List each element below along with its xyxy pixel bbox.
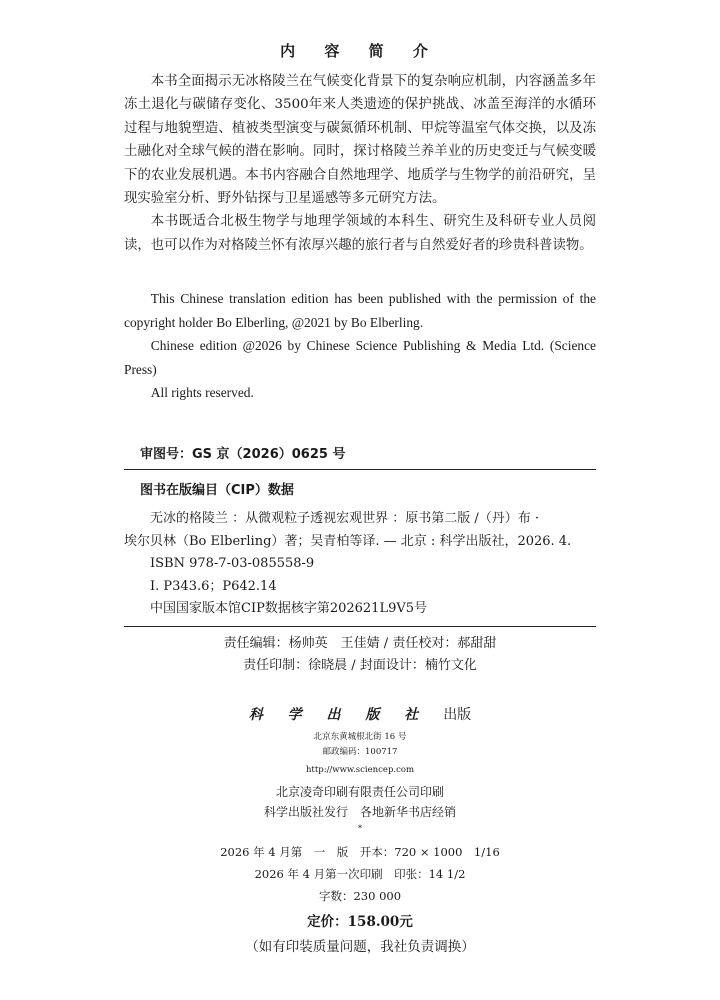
editorial-credits — [0, 633, 720, 677]
map-review-number: 审图号：GS 京（2026）0625 号 — [140, 447, 346, 462]
copyright-statement — [124, 287, 596, 405]
cip-line-isbn: ISBN 978-7-03-085558-9 — [150, 556, 315, 571]
cip-data — [124, 508, 596, 621]
distribution-info: 科学出版社发行 各地新华书店经销 — [263, 805, 456, 819]
word-count: 字数：230 000 — [318, 889, 402, 903]
cip-line-1: 无冰的格陵兰 ：从微观粒子透视宏观世界 ：原书第二版 /（丹）布 · — [150, 511, 540, 526]
cip-line-2: 埃尔贝林（Bo Elberling）著；吴青柏等译. — 北京 : 科学出版社，2026. 4. — [124, 533, 572, 549]
printer-info: 北京凌奇印刷有限责任公司印刷 — [275, 785, 444, 799]
publisher-website: http://www.sciencep.com — [305, 765, 415, 775]
editors-line-2: 责任印制：徐晓晨 / 封面设计：楠竹文化 — [243, 658, 477, 673]
page-title: 内 容 简 介 — [280, 42, 440, 60]
copyright-paragraph-1: This Chinese translation edition has been published with the permission of the copyright holder Bo Elberling, @2021 by Bo Elberling. — [124, 291, 596, 330]
publisher-address: 北京东黄城根北街 16 号 — [313, 732, 407, 742]
publisher-postcode: 邮政编码：100717 — [322, 747, 398, 757]
publisher-suffix: 出版 — [443, 707, 472, 723]
quality-notice: （如有印装质量问题，我社负责调换） — [245, 939, 475, 955]
summary-paragraph-2: 本书既适合北极生物学与地理学领域的本科生、研究生及科研专业人员阅读，也可以作为对格陵兰怀有浓厚兴趣的旅行者与自然爱好者的珍贵科普读物。 — [124, 214, 596, 253]
copyright-paragraph-2: Chinese edition @2026 by Chinese Science Publishing & Media Ltd. (Science Press) — [124, 338, 596, 377]
printing-info: 2026 年 4 月第一次印刷 印张：14 1/2 — [254, 867, 466, 881]
content-summary — [124, 70, 596, 257]
edition-info: 2026 年 4 月第 一 版 开本：720 × 1000 1/16 — [220, 845, 500, 859]
summary-paragraph-1: 本书全面揭示无冰格陵兰在气候变化背景下的复杂响应机制，内容涵盖多年冻土退化与碳储存变化、3500年来人类遗迹的保护挑战、冰盖至海洋的水循环过程与地貌塑造、植被类型演变与碳氮循环机制、甲烷等温室气体交换，以及冻土融化对全球气候的潜在影响。同时，探讨格陵兰养羊业的历史变迁与气候变暖下的农业发展机遇。本书内容融合自然地理学、地质学与生物学的前沿研究，呈现实验室分析、野外钻探与卫星遥感等多元研究方法。 — [124, 74, 596, 207]
divider-top — [124, 469, 596, 470]
publisher-name — [0, 704, 720, 724]
cip-line-classification: Ⅰ. P343.6；P642.14 — [150, 578, 277, 594]
separator-star: * — [357, 824, 363, 834]
publisher-logo-text: 科 学 出 版 社 — [248, 707, 429, 723]
cip-line-approval: 中国国家版本馆CIP数据核字第202621L9V5号 — [150, 601, 428, 616]
copyright-paragraph-3: All rights reserved. — [150, 385, 254, 401]
divider-bottom — [124, 626, 596, 627]
price: 定价：158.00元 — [307, 914, 413, 930]
editors-line-1: 责任编辑：杨帅英 王佳婧 / 责任校对：郝甜甜 — [223, 636, 497, 651]
cip-heading: 图书在版编目（CIP）数据 — [140, 483, 294, 498]
publisher-block — [0, 704, 720, 907]
